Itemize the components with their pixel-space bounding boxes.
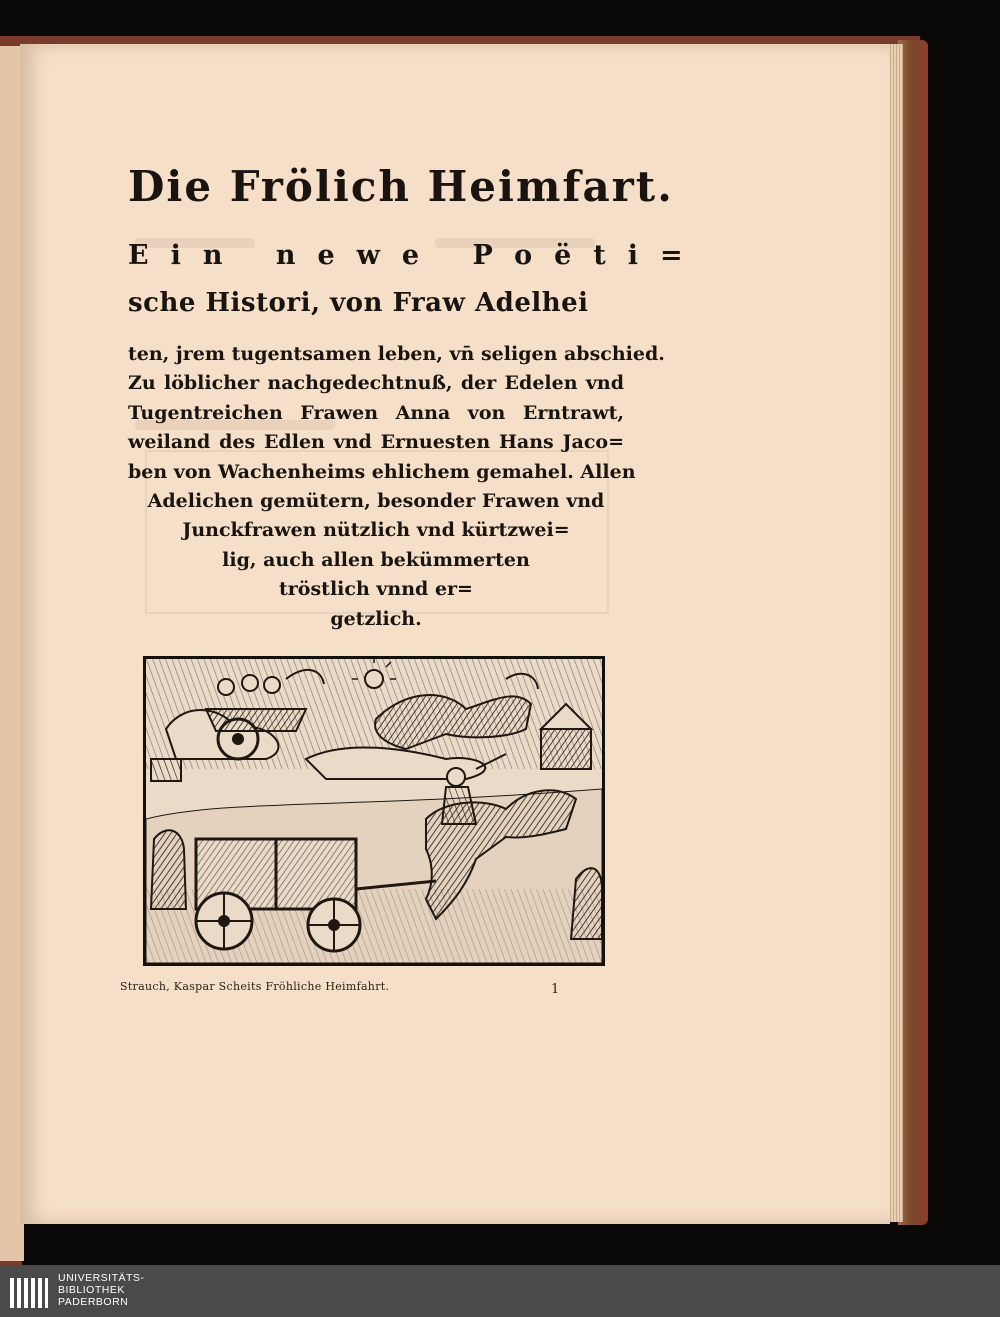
library-logo-icon bbox=[10, 1274, 48, 1312]
body-line: ten, jrem tugentsamen leben, vn̄ seligen abschied. bbox=[128, 343, 665, 365]
body-line: getzlich. bbox=[330, 607, 422, 630]
woodcut-illustration bbox=[143, 656, 605, 966]
body-line: Tugentreichen Frawen Anna von Erntrawt, bbox=[128, 401, 624, 424]
body-line: Zu löblicher nachgedechtnuß, der Edelen vnd bbox=[128, 372, 624, 395]
body-text bbox=[128, 340, 665, 634]
body-line: weiland des Edlen vnd Ernuesten Hans Jaco= bbox=[128, 431, 624, 454]
page-title: Die Frölich Heimfart. bbox=[128, 162, 674, 211]
library-name-line: BIBLIOTHEK bbox=[58, 1284, 125, 1296]
library-name-line: UNIVERSITÄTS- bbox=[58, 1272, 145, 1284]
library-name-line: PADERBORN bbox=[58, 1296, 129, 1308]
subtitle-line-2: sche Histori, von Fraw Adelhei bbox=[128, 288, 589, 318]
body-line: tröstlich vnnd er= bbox=[279, 578, 473, 601]
library-name bbox=[58, 1272, 144, 1308]
body-line: Junckfrawen nützlich vnd kürtzwei= bbox=[182, 519, 570, 542]
page-number: 1 bbox=[551, 982, 560, 997]
body-line: ben von Wachenheims ehlichem gemahel. Allen bbox=[128, 460, 636, 483]
body-line: Adelichen gemütern, besonder Frawen vnd bbox=[147, 490, 605, 513]
page-caption: Strauch, Kaspar Scheits Fröhliche Heimfahrt. bbox=[120, 980, 390, 993]
library-footer-bar bbox=[0, 1265, 1000, 1317]
subtitle-line-1: Ein newe Poëti= bbox=[128, 240, 705, 271]
body-line: lig, auch allen bekümmerten bbox=[222, 548, 530, 571]
